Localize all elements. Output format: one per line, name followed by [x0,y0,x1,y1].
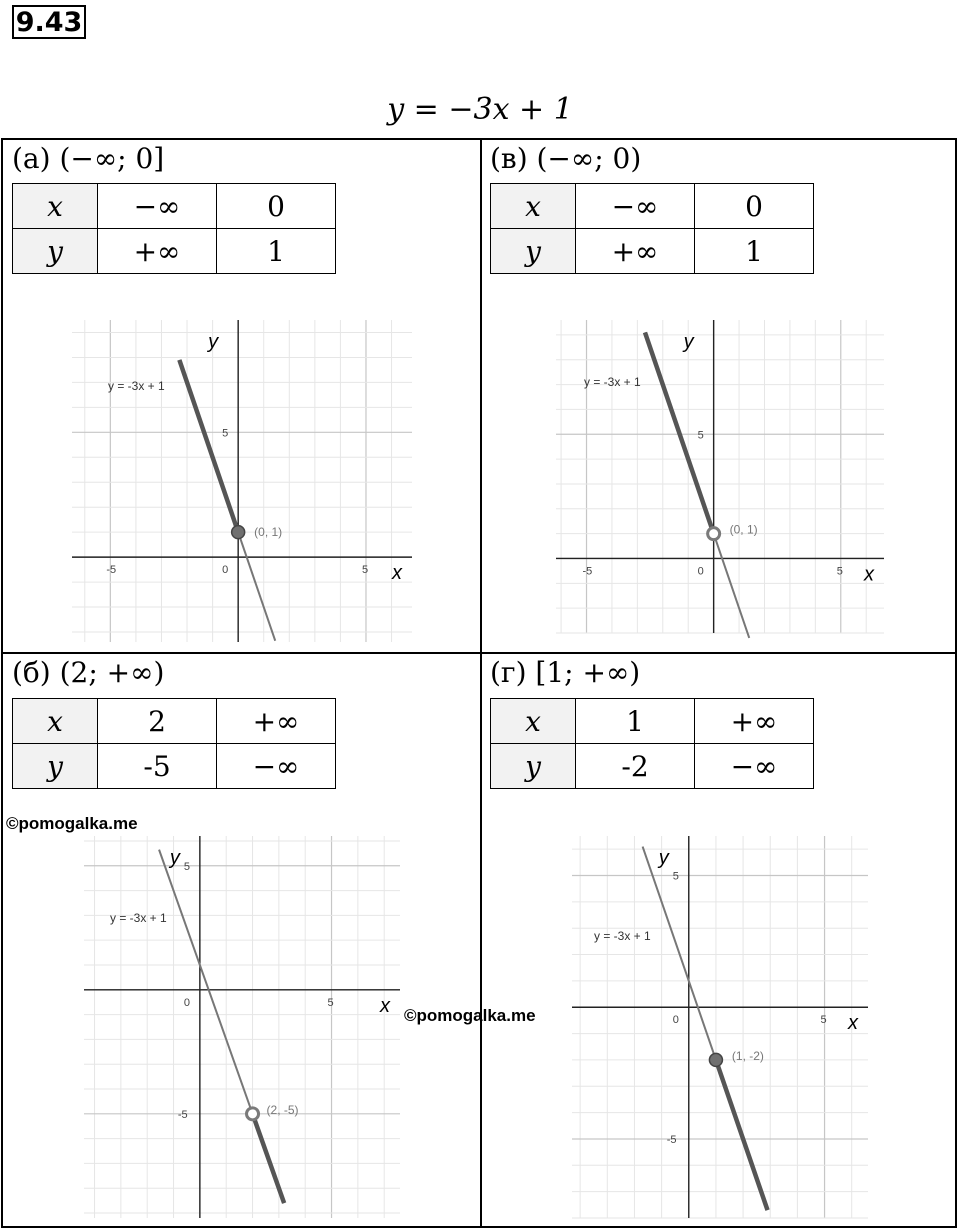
axis-label-y: y [658,847,669,869]
cell-title-b: (б) (2; +∞) [12,656,165,689]
y-value: -5 [98,744,217,789]
x-header: x [491,184,576,229]
axis-label-x: x [380,994,390,1017]
tick-label-x-neg: -5 [106,564,117,577]
axis-label-x: x [848,1012,858,1035]
y-value: −∞ [695,744,814,789]
tick-label-y-pos: 5 [672,870,679,883]
y-header: y [13,229,98,274]
tick-label-x-pos: 5 [836,565,843,578]
x-header: x [13,699,98,744]
x-value: 1 [576,699,695,744]
function-title: y = −3x + 1 [387,92,573,127]
tick-label-y-pos: 5 [183,860,190,873]
x-value: −∞ [98,184,217,229]
y-value: -2 [576,744,695,789]
line-label: y = -3x + 1 [108,379,165,393]
y-header: y [491,744,576,789]
x-value: +∞ [217,699,336,744]
tick-label-zero: 0 [183,996,190,1009]
point-label: (1, -2) [731,1048,764,1063]
point-label: (0, 1) [729,522,758,537]
tick-label-y-pos: 5 [222,427,229,440]
cell-title-a: (а) (−∞; 0] [12,142,165,175]
y-header: y [491,229,576,274]
point-label: (2, -5) [266,1102,299,1117]
tick-label-x-neg: -5 [582,565,593,578]
line-label: y = -3x + 1 [110,911,167,925]
interval-segment [716,1060,768,1210]
tick-label-y-neg: -5 [666,1133,677,1146]
tick-label-x-pos: 5 [327,996,334,1009]
y-value: +∞ [98,229,217,274]
tick-label-zero: 0 [222,564,229,577]
watermark-left: ©pomogalka.me [6,814,138,833]
y-value: −∞ [217,744,336,789]
y-value: 1 [217,229,336,274]
watermark-center: ©pomogalka.me [404,1006,536,1025]
y-header: y [13,744,98,789]
tick-label-y-pos: 5 [697,429,704,442]
y-value: +∞ [576,229,695,274]
x-value: −∞ [576,184,695,229]
x-value: 0 [695,184,814,229]
axis-label-x: x [392,562,402,585]
x-value: +∞ [695,699,814,744]
x-value: 0 [217,184,336,229]
filled-endpoint [709,1053,722,1066]
x-value: 2 [98,699,217,744]
line-label: y = -3x + 1 [584,375,641,389]
line-label: y = -3x + 1 [594,929,651,943]
point-label: (0, 1) [254,525,283,540]
axis-label-x: x [864,563,874,586]
tick-label-x-pos: 5 [820,1014,827,1027]
tick-label-zero: 0 [697,565,704,578]
tick-label-y-neg: -5 [177,1108,188,1121]
x-header: x [13,184,98,229]
axis-label-y: y [208,331,219,353]
cell-title-g: (г) [1; +∞) [490,656,641,689]
tick-label-x-pos: 5 [361,564,369,577]
problem-number: 9.43 [12,5,86,39]
cell-title-v: (в) (−∞; 0) [490,142,642,175]
tick-label-zero: 0 [672,1014,679,1027]
y-value: 1 [695,229,814,274]
x-header: x [491,699,576,744]
axis-label-y: y [683,331,694,353]
axis-label-y: y [169,847,180,869]
